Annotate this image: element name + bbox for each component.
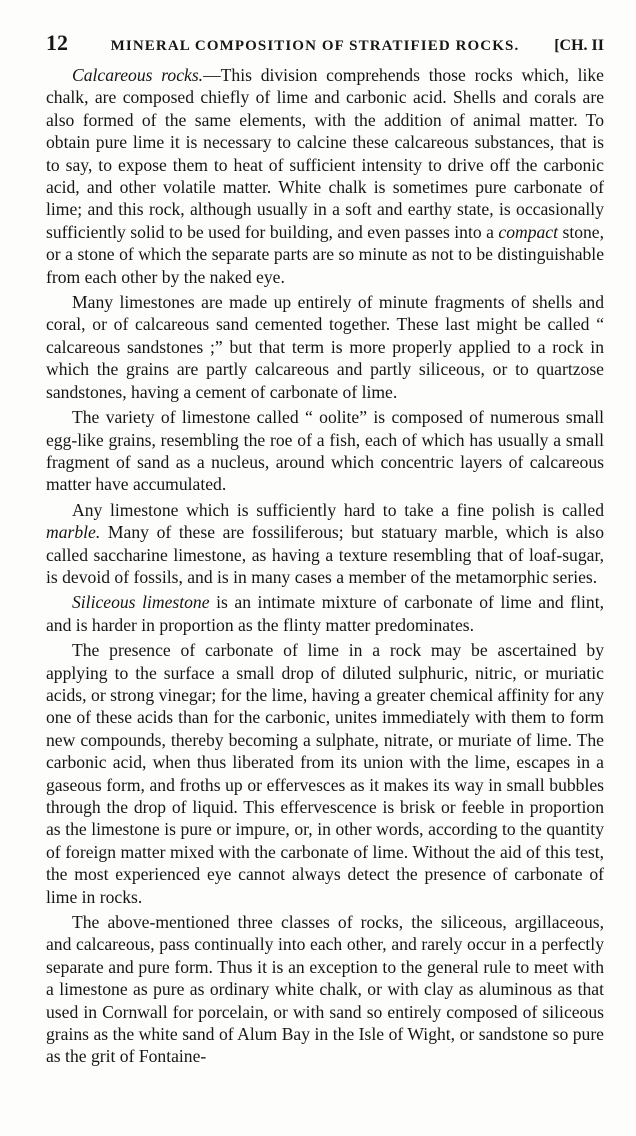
- paragraph-text: Any limestone which is sufficiently hard to take a fine polish is called: [72, 499, 604, 520]
- paragraph-text: stone, or a stone of which the separate parts are so minute as not to be distinguishable from each other by the naked eye.: [46, 221, 605, 287]
- chapter-reference: [CH. II: [554, 37, 604, 54]
- body-text: [46, 64, 604, 1068]
- running-head: [46, 30, 604, 58]
- paragraph: [46, 291, 604, 403]
- italic-term: compact: [498, 221, 559, 242]
- italic-term: marble.: [46, 522, 101, 543]
- paragraph: [46, 406, 604, 496]
- paragraph-lead: Calcareous rocks.: [72, 65, 204, 85]
- paragraph: [46, 911, 604, 1068]
- paragraph: [46, 64, 604, 288]
- paragraph: [46, 639, 604, 908]
- running-title: MINERAL COMPOSITION OF STRATIFIED ROCKS.: [110, 38, 520, 54]
- paragraph-text: The presence of carbonate of lime in a rock may be ascertained by applying to the surface a small drop of diluted sulphuric, nitric, or muriatic acids, or strong vinegar; for the lime, having a greater chemical affinity for any one of these acids than for the carbonic, unites immediately with them to form new compounds, thereby becoming a sulphate, nitrate, or muriate of lime. The carbonic acid, when thus liberated from its union with the lime, escapes in a gaseous form, and froths up or effervesces as it makes its way in small bubbles through the drop of liquid. This effervescence is brisk or feeble in proportion as the limestone is pure or impure, or, in other words, according to the quantity of foreign matter mixed with the carbonate of lime. Without the aid of this test, the most experienced eye cannot always detect the presence of carbonate of lime in rocks.: [46, 640, 604, 907]
- paragraph-text: The variety of limestone called “ oolite” is composed of numerous small egg-like grains, resembling the roe of a fish, each of which has usually a small fragment of sand as a nucleus, around which concentric layers of calcareous matter have accumulated.: [46, 407, 604, 495]
- paragraph: [46, 591, 604, 636]
- paragraph-text: Many limestones are made up entirely of minute fragments of shells and coral, or of calcareous sand cemented together. These last might be called “ calcareous sandstones ;” but that term is more properly applied to a rock in which the grains are partly calcareous and partly siliceous, or to quartzose sandstones, having a cement of carbonate of lime.: [46, 292, 604, 402]
- paragraph-text: Many of these are fossiliferous; but statuary marble, which is also called saccharine limestone, as having a texture resembling that of loaf-sugar, is devoid of fossils, and is in many cases a member of the metamorphic series.: [46, 522, 604, 587]
- paragraph: [46, 499, 604, 589]
- paragraph-lead: Siliceous limestone: [72, 592, 210, 613]
- page-number: 12: [46, 30, 68, 55]
- paragraph-text: The above-mentioned three classes of rocks, the siliceous, argillaceous, and calcareous, pass continually into each other, and rarely occur in a perfectly separate and pure form. Thus it is an exception to the general rule to meet with a limestone as pure as ordinary white chalk, or with clay as aluminous as that used in Cornwall for porcelain, or with sand so entirely composed of siliceous grains as the white sand of Alum Bay in the Isle of Wight, or sandstone so pure as the grit of Fontaine-: [46, 912, 604, 1067]
- paragraph-text: —This division comprehends those rocks which, like chalk, are composed chiefly of lime and carbonic acid. Shells and corals are also formed of the same elements, with the addition of animal matter. To obtain pure lime it is necessary to calcine these calcareous substances, that is to say, to expose them to heat of sufficient intensity to drive off the carbonic acid, and other volatile matter. White chalk is sometimes pure carbonate of lime; and this rock, although usually in a soft and earthy state, is occasionally sufficiently solid to be used for building, and even passes into a: [46, 65, 604, 242]
- paragraph-text: is an intimate mixture of carbonate of lime and flint, and is harder in proportion as the flinty matter predominates.: [46, 592, 604, 635]
